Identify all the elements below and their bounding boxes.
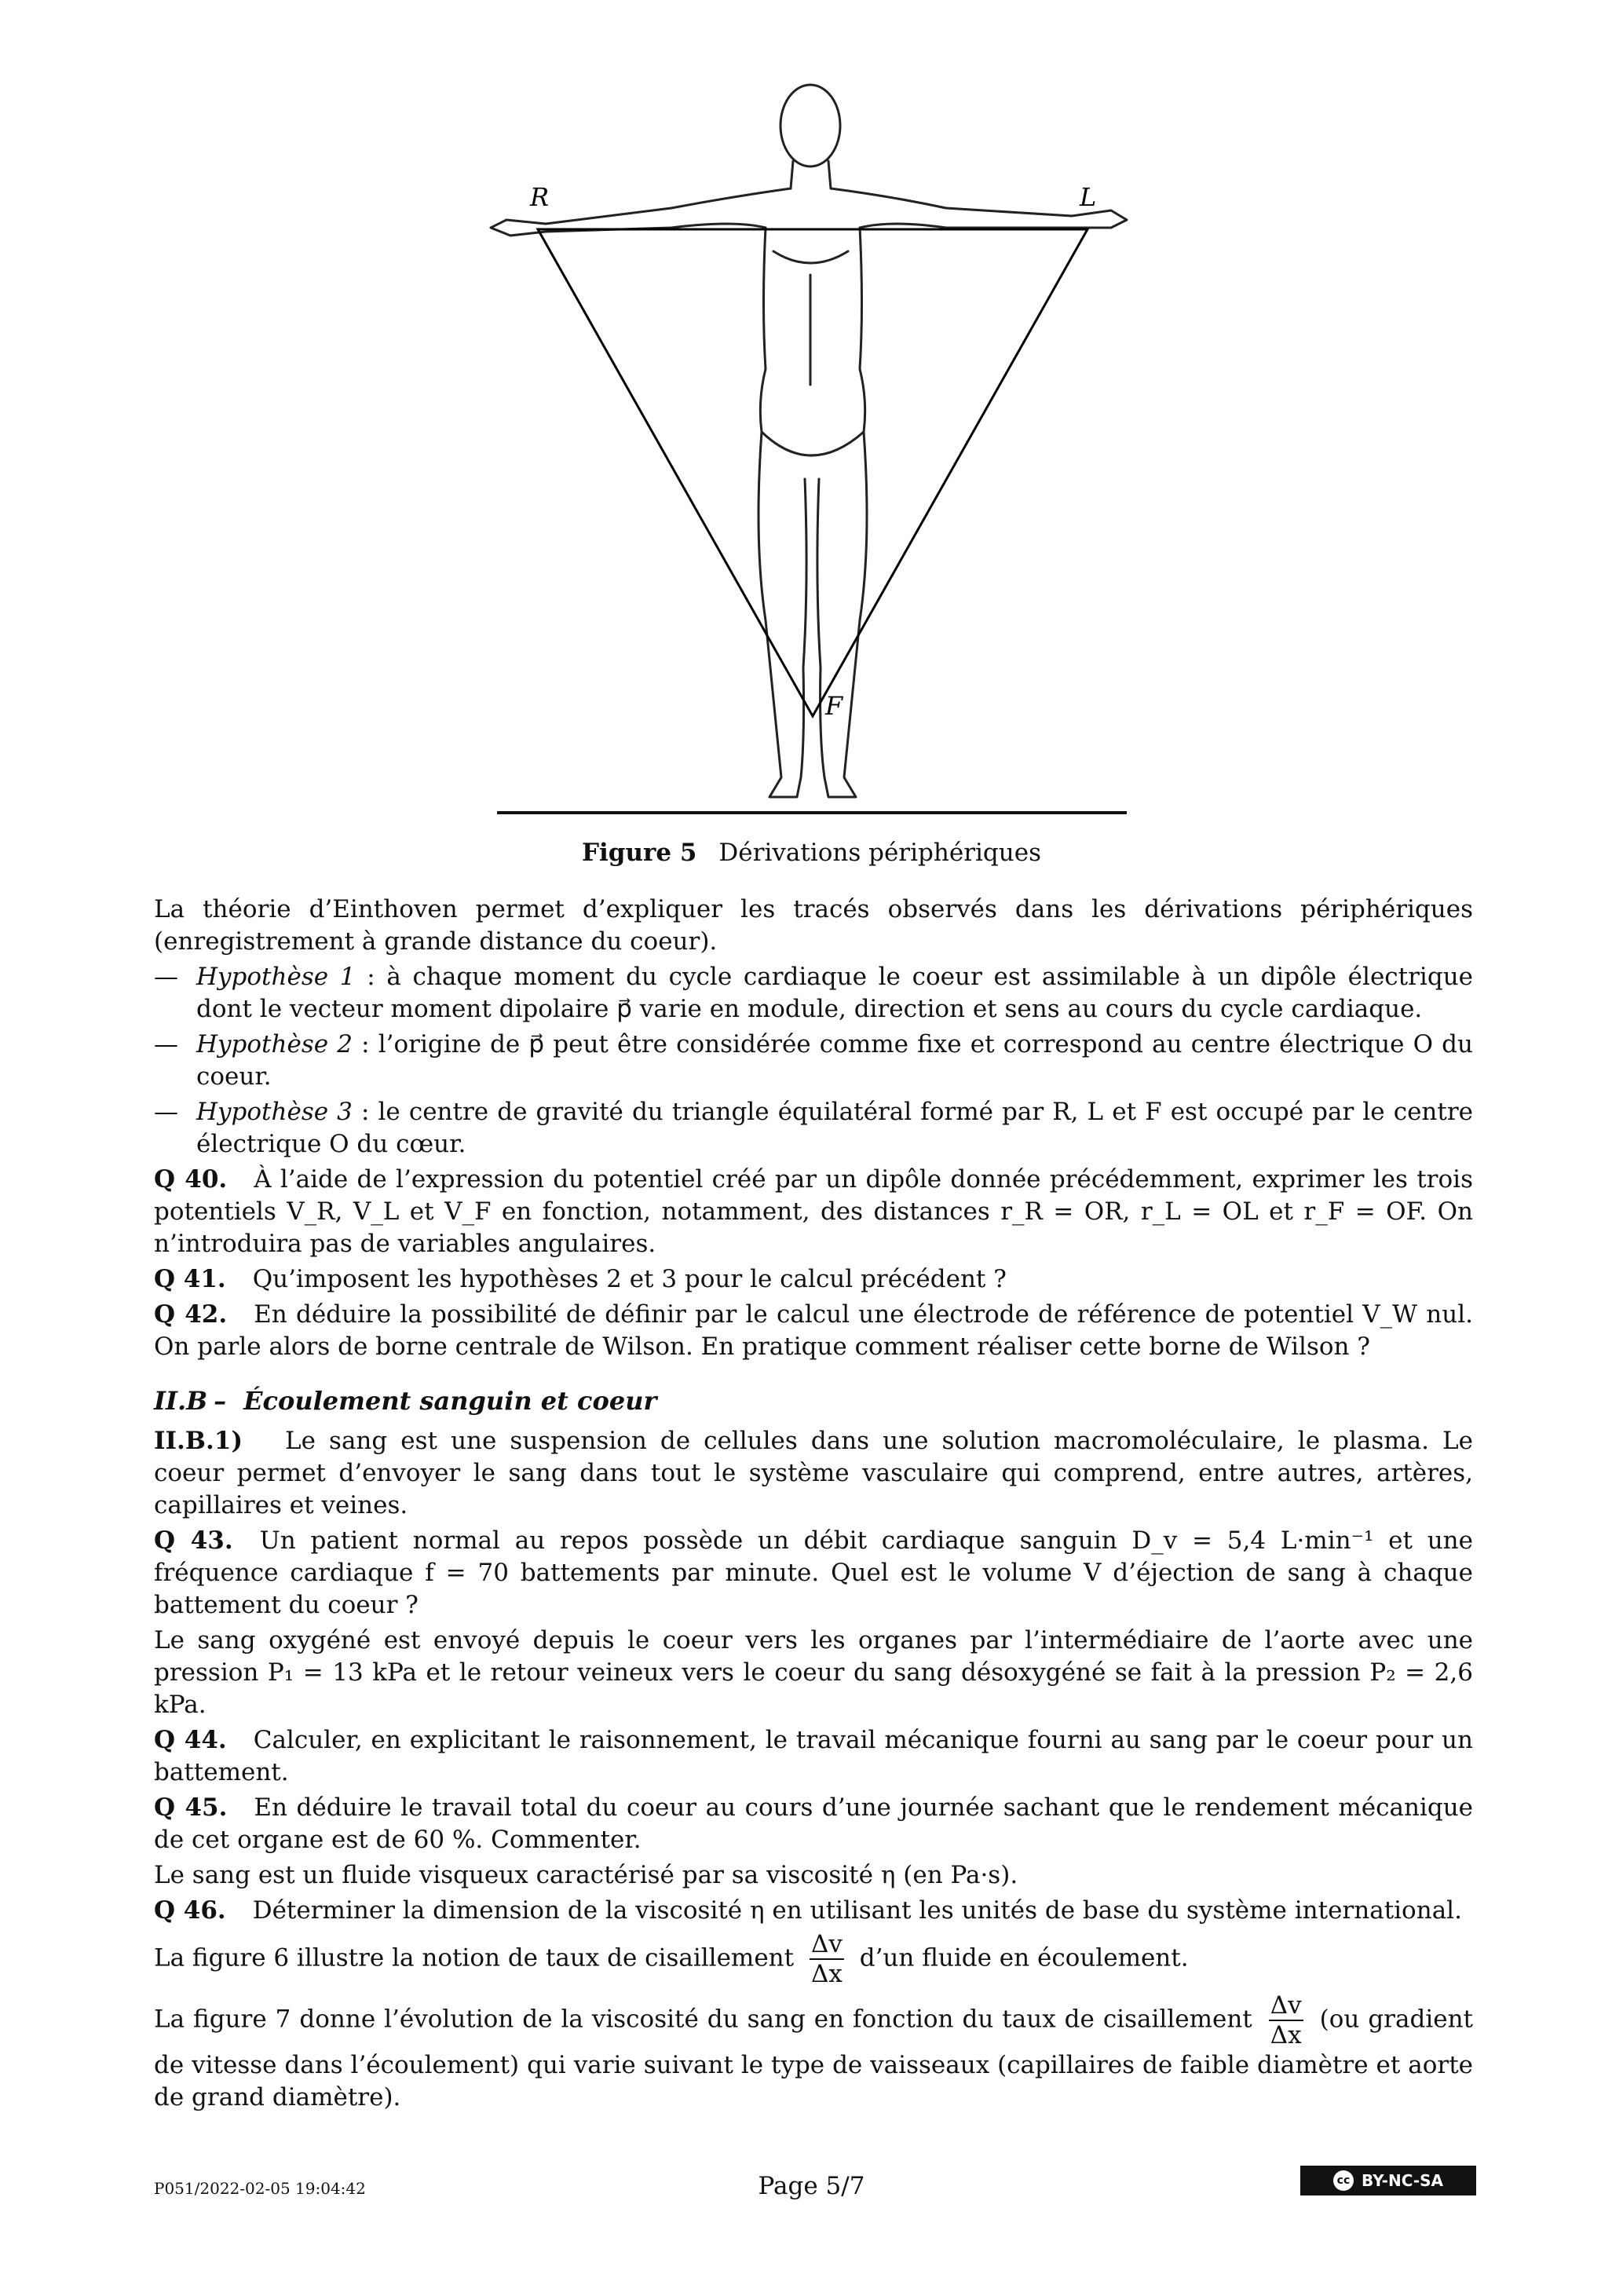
question-text: Un patient normal au repos possède un débit cardiaque sanguin D_v = 5,4 L·min⁻¹ et une fréquence cardiaque f = 70 battements par minute. Quel est le volume V d’éjection de sang à chaque battement du coeur ? xyxy=(154,1526,1473,1619)
figure-caption-text: Dérivations périphériques xyxy=(718,839,1041,867)
hypotheses-list xyxy=(154,961,1473,1161)
footer-page-number: Page 5/7 xyxy=(758,2172,865,2200)
hypothesis-item: — Hypothèse 3 : le centre de gravité du triangle équilatéral formé par R, L et F est occupé par le centre électrique O du cœur. xyxy=(154,1098,1474,1158)
subsection-paragraph xyxy=(154,1425,1473,1522)
einthoven-triangle xyxy=(538,229,1087,716)
label-R: R xyxy=(530,182,550,212)
license-text: BY-NC-SA xyxy=(1361,2171,1444,2190)
question-number: Q 45. xyxy=(154,1793,228,1822)
hypothesis-label: Hypothèse 3 xyxy=(196,1098,353,1126)
section-title: Écoulement sanguin et coeur xyxy=(243,1386,657,1416)
hypothesis-label: Hypothèse 1 xyxy=(196,963,356,991)
question-41 xyxy=(154,1263,1473,1296)
figure-caption xyxy=(0,839,1623,867)
section-number: II.B xyxy=(154,1386,208,1416)
shear-rate-fraction xyxy=(810,1930,844,1988)
fraction-denominator: Δx xyxy=(1270,2021,1302,2049)
hypothesis-text: : à chaque moment du cycle cardiaque le coeur est assimilable à un dipôle électrique dont le vecteur moment dipolaire p⃗ varie en module, direction et sens au cours du cycle cardiaque. xyxy=(196,963,1473,1023)
figure6-text-before: La figure 6 illustre la notion de taux de cisaillement xyxy=(154,1943,795,1972)
body-text xyxy=(154,894,1473,2117)
human-figure-drawing xyxy=(491,85,1127,797)
license-badge xyxy=(1300,2166,1476,2195)
figure7-text-before: La figure 7 donne l’évolution de la viscosité du sang en fonction du taux de cisaillement xyxy=(154,2005,1252,2034)
hypothesis-item: — Hypothèse 1 : à chaque moment du cycle cardiaque le coeur est assimilable à un dipôle électrique dont le vecteur moment dipolaire p⃗ varie en module, direction et sens au cours du cycle cardiaque. xyxy=(154,963,1473,1023)
subsection-text: Le sang est une suspension de cellules dans une solution macromoléculaire, le plasma. Le coeur permet d’envoyer le sang dans tout le système vasculaire qui comprend, entre autres, artères, capillaires et veines. xyxy=(154,1427,1473,1519)
question-text: Qu’imposent les hypothèses 2 et 3 pour le calcul précédent ? xyxy=(252,1265,1007,1293)
question-text: Déterminer la dimension de la viscosité η en utilisant les unités de base du système international. xyxy=(252,1896,1462,1925)
question-text: À l’aide de l’expression du potentiel créé par un dipôle donnée précédemment, exprimer les trois potentiels V_R, V_L et V_F en fonction, notamment, des distances r_R = OR, r_L = OL et r_F = OF. On n’introduira pas de variables angulaires. xyxy=(154,1165,1473,1258)
subsection-number: II.B.1) xyxy=(154,1427,243,1455)
pressure-paragraph: Le sang oxygéné est envoyé depuis le coeur vers les organes par l’intermédiaire de l’aorte avec une pression P₁ = 13 kPa et le retour veineux vers le coeur du sang désoxygéné se fait à la pression P₂ = 2,6 kPa. xyxy=(154,1626,1473,1719)
footer-document-id: P051/2022-02-05 19:04:42 xyxy=(154,2179,366,2198)
question-number: Q 42. xyxy=(154,1300,228,1329)
fraction-numerator: Δv xyxy=(810,1930,843,1958)
figure7-paragraph xyxy=(154,1991,1473,2114)
hypothesis-item: — Hypothèse 2 : l’origine de p⃗ peut être considérée comme fixe et correspond au centre électrique O du coeur. xyxy=(154,1030,1473,1091)
figure6-paragraph xyxy=(154,1930,1473,1988)
question-text: En déduire le travail total du coeur au cours d’une journée sachant que le rendement mécanique de cet organe est de 60 %. Commenter. xyxy=(154,1793,1473,1854)
question-40 xyxy=(154,1164,1473,1260)
hypothesis-text: : le centre de gravité du triangle équilatéral formé par R, L et F est occupé par le centre électrique O du cœur. xyxy=(196,1098,1474,1158)
question-text: En déduire la possibilité de définir par le calcul une électrode de référence de potentiel V_W nul. On parle alors de borne centrale de Wilson. En pratique comment réaliser cette borne de Wilson ? xyxy=(154,1300,1473,1361)
question-number: Q 43. xyxy=(154,1526,233,1555)
label-L: L xyxy=(1080,182,1097,212)
fraction-denominator: Δx xyxy=(810,1960,843,1988)
question-45 xyxy=(154,1792,1473,1856)
viscosity-paragraph: Le sang est un fluide visqueux caractérisé par sa viscosité η (en Pa·s). xyxy=(154,1861,1018,1889)
question-number: Q 46. xyxy=(154,1896,226,1925)
fraction-numerator: Δv xyxy=(1270,1991,1302,2020)
question-text: Calculer, en explicitant le raisonnement, le travail mécanique fourni au sang par le coeur pour un battement. xyxy=(154,1726,1473,1786)
hypothesis-text: : l’origine de p⃗ peut être considérée comme fixe et correspond au centre électrique O du coeur. xyxy=(196,1030,1473,1091)
figure-caption-label: Figure 5 xyxy=(582,839,697,867)
einthoven-figure xyxy=(436,71,1182,824)
section-heading xyxy=(154,1385,1473,1417)
question-44 xyxy=(154,1724,1473,1789)
hypothesis-label: Hypothèse 2 xyxy=(196,1030,353,1058)
question-number: Q 40. xyxy=(154,1165,228,1194)
label-F: F xyxy=(825,691,843,721)
question-number: Q 41. xyxy=(154,1265,226,1293)
question-46 xyxy=(154,1895,1473,1927)
creative-commons-icon: cc xyxy=(1333,2170,1354,2191)
question-number: Q 44. xyxy=(154,1726,227,1754)
intro-paragraph: La théorie d’Einthoven permet d’expliquer les tracés observés dans les dérivations périphériques (enregistrement à grande distance du coeur). xyxy=(154,895,1473,956)
figure6-text-after: d’un fluide en écoulement. xyxy=(859,1943,1189,1972)
shear-rate-fraction xyxy=(1269,1991,1303,2049)
question-42 xyxy=(154,1299,1473,1363)
figure7-text-after: (ou gradient de vitesse dans l’écoulement) qui varie suivant le type de vaisseaux (capillaires de faible diamètre et aorte de grand diamètre). xyxy=(154,2005,1473,2111)
section-separator: – xyxy=(214,1386,227,1416)
question-43 xyxy=(154,1525,1473,1621)
